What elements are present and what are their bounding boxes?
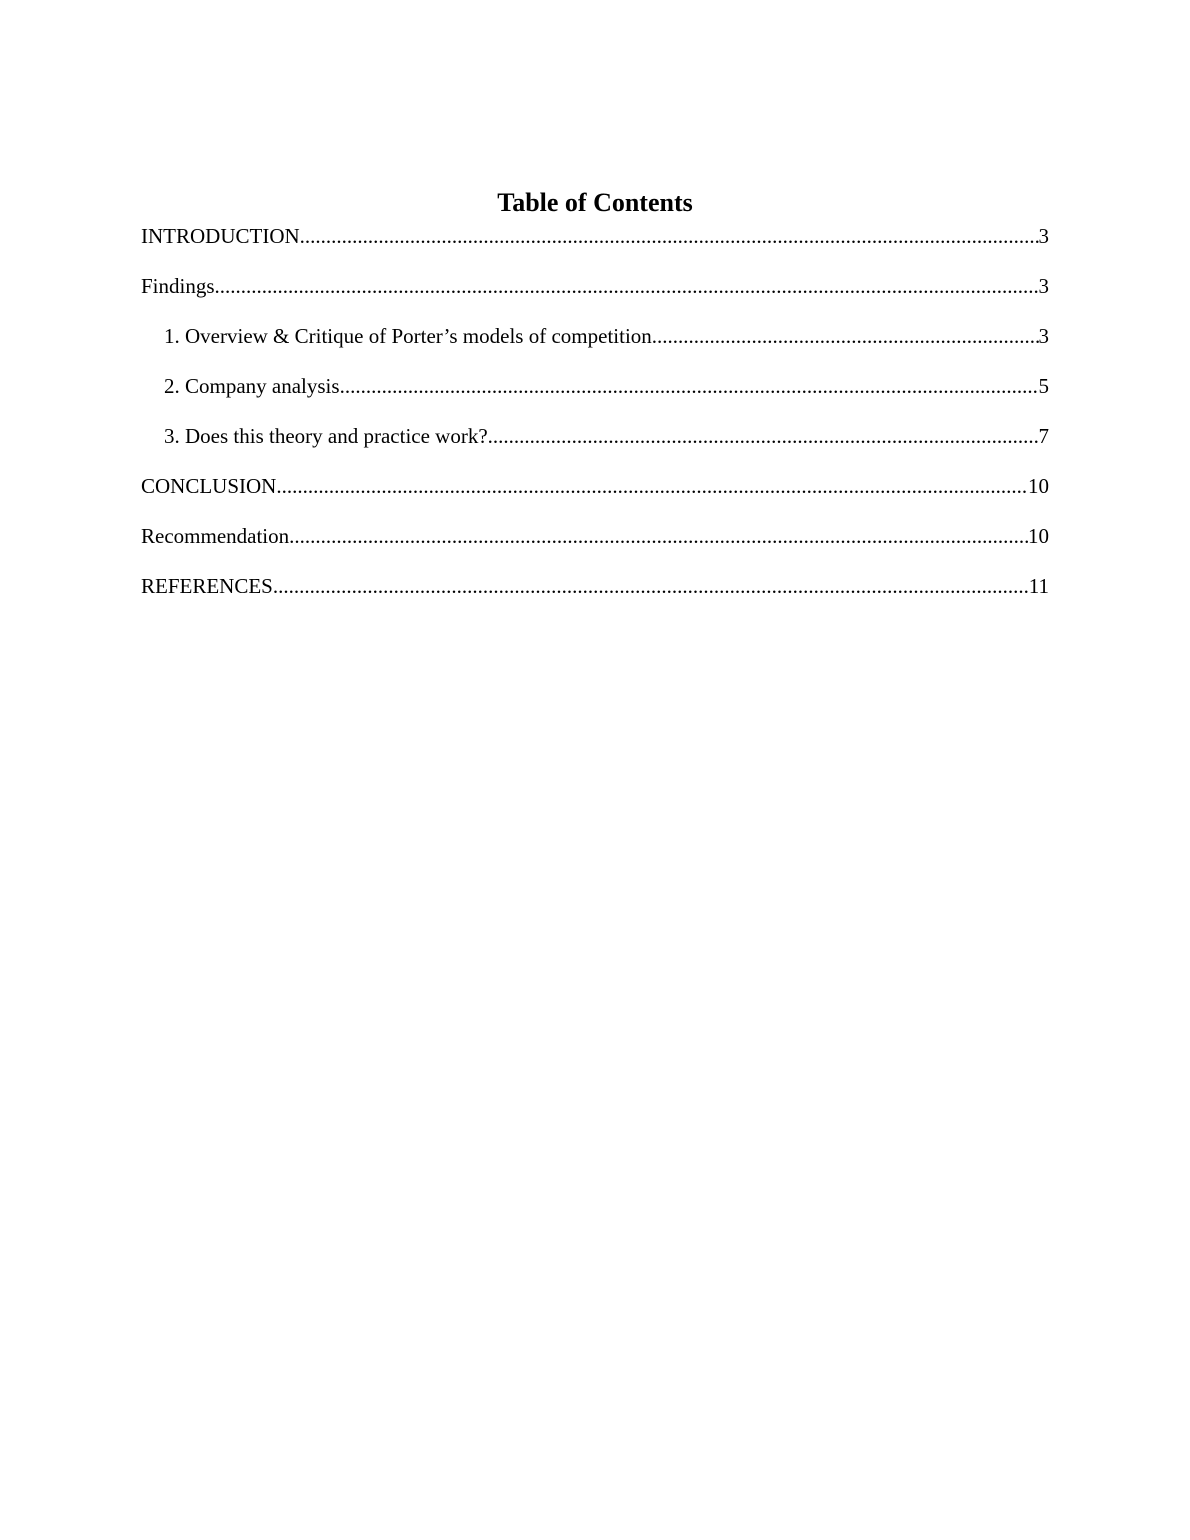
toc-entry-porter-overview[interactable] [141, 322, 1049, 350]
toc-page-number: 11 [1028, 574, 1049, 598]
toc-dot-leader [276, 472, 1028, 500]
toc-dot-leader [215, 272, 1039, 300]
toc-page-number: 10 [1028, 524, 1049, 548]
toc-dot-leader [488, 422, 1039, 450]
toc-entry-label: Findings [141, 274, 215, 298]
toc-page-number: 7 [1038, 424, 1049, 448]
toc-list [141, 222, 1049, 600]
toc-entry-introduction[interactable] [141, 222, 1049, 250]
toc-dot-leader [273, 572, 1029, 600]
table-of-contents [141, 184, 1049, 622]
toc-dot-leader [652, 322, 1039, 350]
toc-dot-leader [340, 372, 1039, 400]
toc-dot-leader [300, 222, 1039, 250]
toc-entry-label: 2. Company analysis [164, 374, 340, 398]
toc-page-number: 3 [1038, 274, 1049, 298]
toc-entry-findings[interactable] [141, 272, 1049, 300]
toc-entry-company-analysis[interactable] [141, 372, 1049, 400]
toc-entry-theory-practice[interactable] [141, 422, 1049, 450]
toc-entry-conclusion[interactable] [141, 472, 1049, 500]
toc-title: Table of Contents [497, 188, 693, 217]
toc-entry-label: Recommendation [141, 524, 290, 548]
toc-page-number: 5 [1038, 374, 1049, 398]
toc-page-number: 10 [1028, 474, 1049, 498]
toc-entry-label: CONCLUSION [141, 474, 277, 498]
toc-entry-label: 3. Does this theory and practice work? [164, 424, 488, 448]
toc-dot-leader [289, 522, 1028, 550]
toc-entry-recommendation[interactable] [141, 522, 1049, 550]
toc-entry-label: 1. Overview & Critique of Porter’s models of competition [164, 324, 652, 348]
toc-entry-references[interactable] [141, 572, 1049, 600]
toc-entry-label: REFERENCES [141, 574, 273, 598]
toc-entry-label: INTRODUCTION [141, 224, 300, 248]
toc-page-number: 3 [1038, 224, 1049, 248]
toc-page-number: 3 [1038, 324, 1049, 348]
